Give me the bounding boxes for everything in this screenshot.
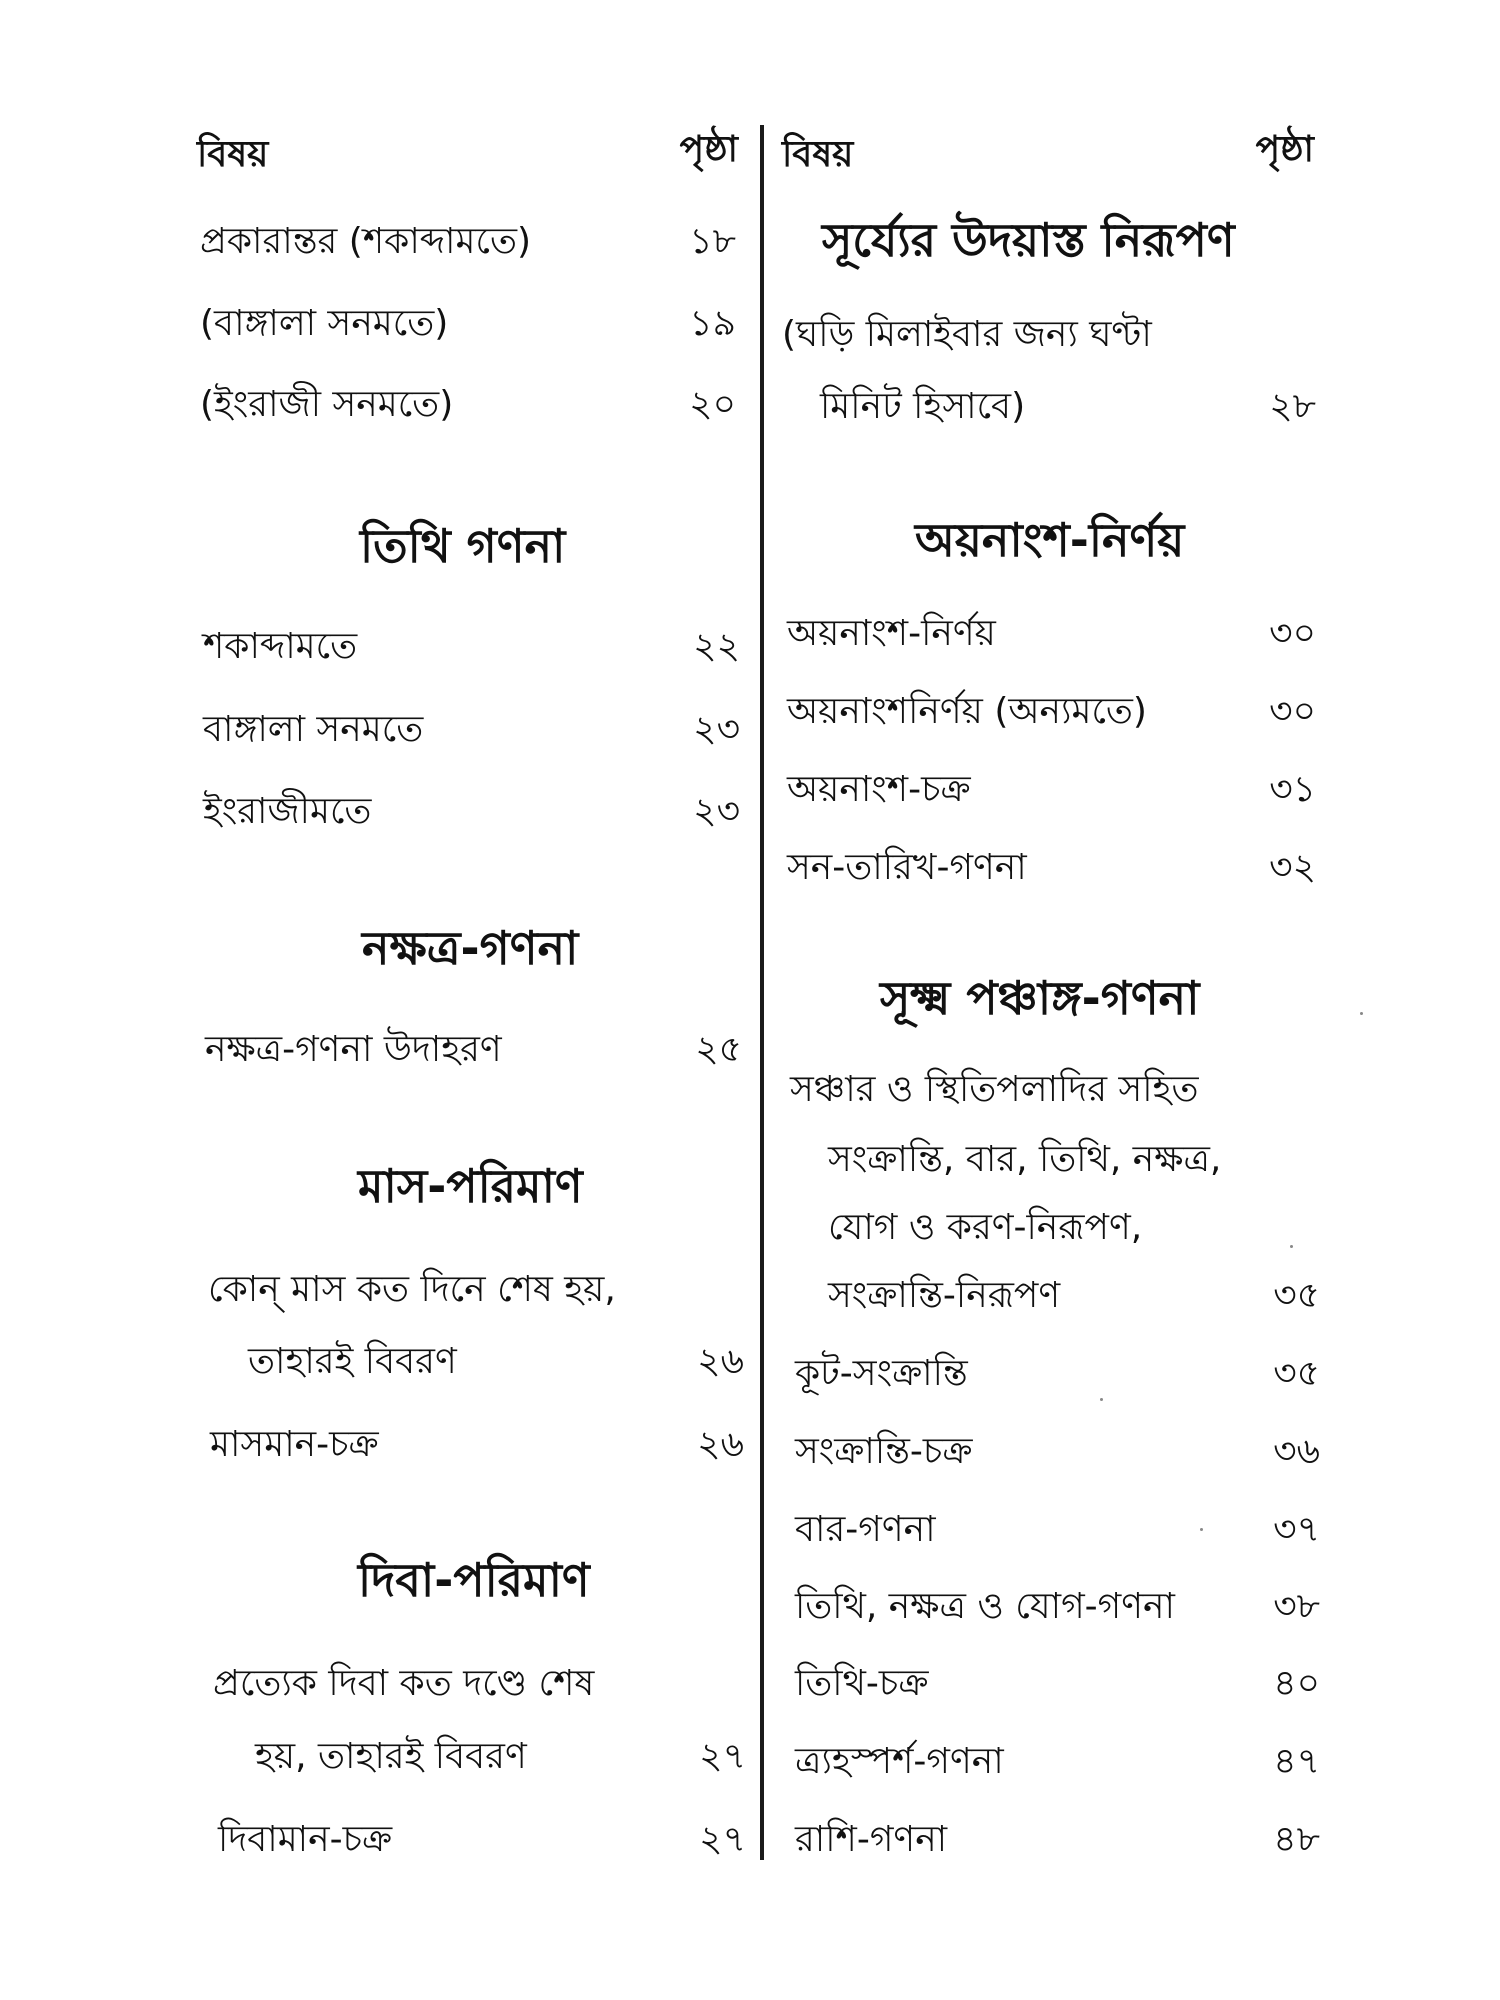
toc-entry-text: ত্র্যহস্পর্শ-গণনা [795, 1741, 1004, 1782]
toc-entry-page: ৩৫ [1273, 1353, 1320, 1394]
toc-entry-text-line1: (ঘড়ি মিলাইবার জন্য ঘণ্টা [782, 314, 1152, 355]
toc-entry-text: (ইংরাজী সনমতে) [200, 384, 454, 425]
toc-entry-text-line1: প্রত্যেক দিবা কত দণ্ডে শেষ [213, 1663, 595, 1704]
section-title: তিথি গণনা [360, 519, 566, 573]
toc-entry-text-line2: সংক্রান্তি, বার, তিথি, নক্ষত্র, [828, 1139, 1222, 1180]
toc-entry-text-line2: হয়, তাহারই বিবরণ [255, 1736, 527, 1777]
toc-entry-page: ২৬ [697, 1424, 744, 1465]
toc-entry-page: ৩৬ [1273, 1431, 1320, 1472]
toc-entry-text: অয়নাংশনির্ণয় (অন্যমতে) [787, 691, 1147, 732]
section-title: মাস-পরিমাণ [358, 1159, 583, 1213]
toc-entry-text: অয়নাংশ-নির্ণয় [787, 613, 996, 654]
toc-entry-text-line2: তাহারই বিবরণ [248, 1341, 457, 1382]
section-title: অয়নাংশ-নির্ণয় [915, 513, 1185, 567]
scan-speck [1290, 1245, 1293, 1248]
toc-entry-text: নক্ষত্র-গণনা উদাহরণ [205, 1029, 502, 1070]
toc-entry-text: সন-তারিখ-গণনা [787, 847, 1027, 888]
toc-entry-page: ৩৫ [1273, 1275, 1320, 1316]
toc-entry-text: শকাব্দামতে [203, 626, 358, 667]
toc-entry-page: ৩৭ [1273, 1509, 1320, 1550]
toc-entry-page: ২৫ [695, 1029, 742, 1070]
toc-entry-page: ৩৮ [1273, 1586, 1320, 1627]
column-divider [760, 125, 764, 1860]
toc-entry-page: ৪৭ [1273, 1741, 1320, 1782]
toc-entry-text-line4: সংক্রান্তি-নিরূপণ [828, 1275, 1061, 1316]
toc-entry-page: ১৯ [689, 303, 736, 344]
toc-entry-page: ২২ [693, 626, 740, 667]
toc-entry-page: ২৩ [693, 709, 740, 750]
toc-entry-text: মাসমান-চক্র [210, 1424, 379, 1465]
section-title: দিবা-পরিমাণ [358, 1553, 590, 1607]
toc-entry-text-line2: মিনিট হিসাবে) [820, 386, 1026, 427]
scan-speck [1100, 1398, 1103, 1401]
toc-entry-text-line1: কোন্ মাস কত দিনে শেষ হয়, [208, 1269, 616, 1310]
scan-speck [1360, 1012, 1363, 1015]
toc-entry-text: তিথি-চক্র [795, 1663, 929, 1704]
toc-entry-text: বাঙ্গালা সনমতে [203, 709, 424, 750]
toc-entry-text: দিবামান-চক্র [218, 1819, 393, 1860]
toc-entry-text: প্রকারান্তর (শকাব্দামতে) [200, 221, 531, 262]
toc-entry-text: অয়নাংশ-চক্র [787, 769, 971, 810]
toc-entry-text: তিথি, নক্ষত্র ও যোগ-গণনা [795, 1586, 1175, 1627]
toc-entry-text: রাশি-গণনা [795, 1819, 948, 1860]
toc-entry-page: ২৮ [1269, 386, 1316, 427]
right-subject-header: বিষয় [782, 134, 854, 175]
toc-entry-page: ১৮ [689, 221, 736, 262]
toc-entry-page: ২৭ [699, 1819, 746, 1860]
toc-entry-page: ৩০ [1269, 613, 1316, 654]
toc-entry-page: ২৬ [697, 1341, 744, 1382]
left-subject-header: বিষয় [197, 134, 269, 175]
toc-entry-text: বার-গণনা [795, 1509, 936, 1550]
toc-entry-page: ৩২ [1269, 847, 1316, 888]
scan-speck [1200, 1528, 1203, 1531]
toc-entry-text: ইংরাজীমতে [203, 791, 372, 832]
right-page-header: পৃষ্ঠা [1255, 129, 1314, 170]
toc-entry-page: ৩১ [1269, 769, 1316, 810]
toc-entry-page: ৪৮ [1273, 1819, 1320, 1860]
toc-entry-text-line1: সঞ্চার ও স্থিতিপলাদির সহিত [790, 1069, 1199, 1110]
toc-entry-text: সংক্রান্তি-চক্র [795, 1431, 973, 1472]
toc-entry-page: ২০ [689, 384, 736, 425]
toc-entry-text: (বাঙ্গালা সনমতে) [200, 303, 449, 344]
toc-entry-page: ২৩ [693, 791, 740, 832]
toc-entry-page: ৩০ [1269, 691, 1316, 732]
toc-entry-page: ২৭ [699, 1736, 746, 1777]
toc-entry-text: কূট-সংক্রান্তি [795, 1353, 968, 1394]
left-page-header: পৃষ্ঠা [679, 129, 738, 170]
section-title: সূর্য্যের উদয়াস্ত নিরূপণ [822, 213, 1235, 267]
section-title: সূক্ষ্ম পঞ্চাঙ্গ-গণনা [880, 971, 1200, 1025]
toc-entry-text-line3: যোগ ও করণ-নিরূপণ, [828, 1207, 1143, 1248]
section-title: নক্ষত্র-গণনা [362, 921, 579, 975]
toc-entry-page: ৪০ [1273, 1663, 1320, 1704]
